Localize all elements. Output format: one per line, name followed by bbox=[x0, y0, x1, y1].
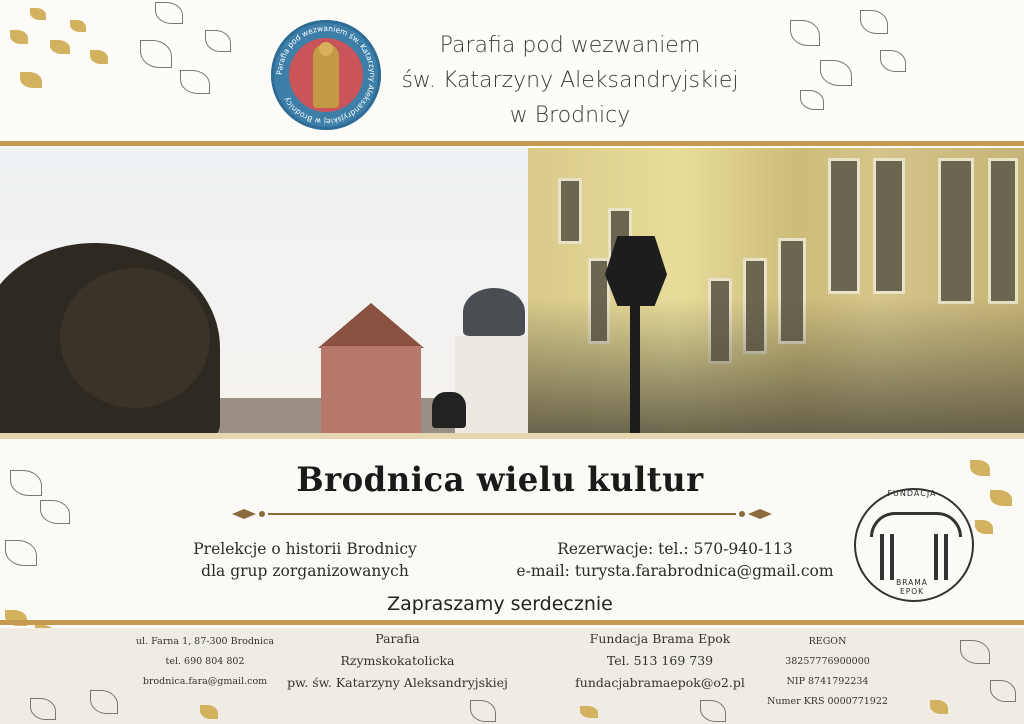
gold-divider-top bbox=[0, 141, 1024, 146]
gold-divider-bottom bbox=[0, 620, 1024, 625]
event-title: Brodnica wielu kultur bbox=[296, 460, 704, 500]
footer-parish-line-3: pw. św. Katarzyny Aleksandryjskiej bbox=[287, 675, 508, 690]
reservation-info bbox=[500, 538, 850, 582]
seal-text: Parafia pod wezwaniem św. Katarzyny Aleksandryjskiej w Brodnicy bbox=[274, 23, 378, 127]
logo-label-brama: BRAMA bbox=[896, 578, 928, 587]
footer-foundation bbox=[560, 628, 760, 694]
footer-phone: tel. 690 804 802 bbox=[165, 656, 245, 667]
reservation-email: e-mail: turysta.farabrodnica@gmail.com bbox=[516, 562, 834, 580]
footer-foundation-phone: Tel. 513 169 739 bbox=[606, 653, 714, 668]
footer-regon: REGON 38257776900000 bbox=[785, 636, 870, 667]
description-line-1: Prelekcje o historii Brodnicy bbox=[193, 540, 417, 558]
event-description bbox=[170, 538, 440, 582]
footer-foundation-name: Fundacja Brama Epok bbox=[589, 631, 731, 646]
footer-email: brodnica.fara@gmail.com bbox=[142, 676, 268, 687]
logo-label-epok: EPOK bbox=[899, 587, 925, 596]
city-photo bbox=[0, 148, 1024, 434]
description-line-2: dla grup zorganizowanych bbox=[201, 562, 409, 580]
logo-label-bottom bbox=[854, 578, 970, 596]
ornamental-divider bbox=[232, 505, 772, 523]
footer-foundation-email: fundacjabramaepok@o2.pl bbox=[575, 675, 745, 690]
svg-text:Parafia pod wezwaniem św. Kata bbox=[275, 24, 377, 126]
footer-parish-line-1: Parafia bbox=[375, 631, 420, 646]
invitation-text: Zapraszamy serdecznie bbox=[387, 593, 613, 615]
title-line-2: św. Katarzyny Aleksandryjskiej bbox=[401, 68, 739, 93]
footer-parish-line-2: Rzymskokatolicka bbox=[340, 653, 455, 668]
footer-address: ul. Farna 1, 87-300 Brodnica bbox=[135, 636, 275, 647]
divider-below-photo bbox=[0, 433, 1024, 439]
footer-registry bbox=[765, 632, 890, 712]
title-line-1: Parafia pod wezwaniem bbox=[439, 33, 701, 58]
parish-seal bbox=[271, 20, 381, 130]
footer-nip: NIP 8741792234 bbox=[786, 676, 869, 687]
footer-krs: Numer KRS 0000771922 bbox=[767, 696, 888, 707]
title-line-3: w Brodnicy bbox=[509, 103, 631, 128]
footer-contact-parish bbox=[135, 632, 275, 692]
logo-label-top: FUNDACJA bbox=[887, 489, 937, 498]
parish-title bbox=[400, 28, 740, 133]
footer-parish-name bbox=[285, 628, 510, 694]
reservation-phone: Rezerwacje: tel.: 570-940-113 bbox=[557, 540, 793, 558]
